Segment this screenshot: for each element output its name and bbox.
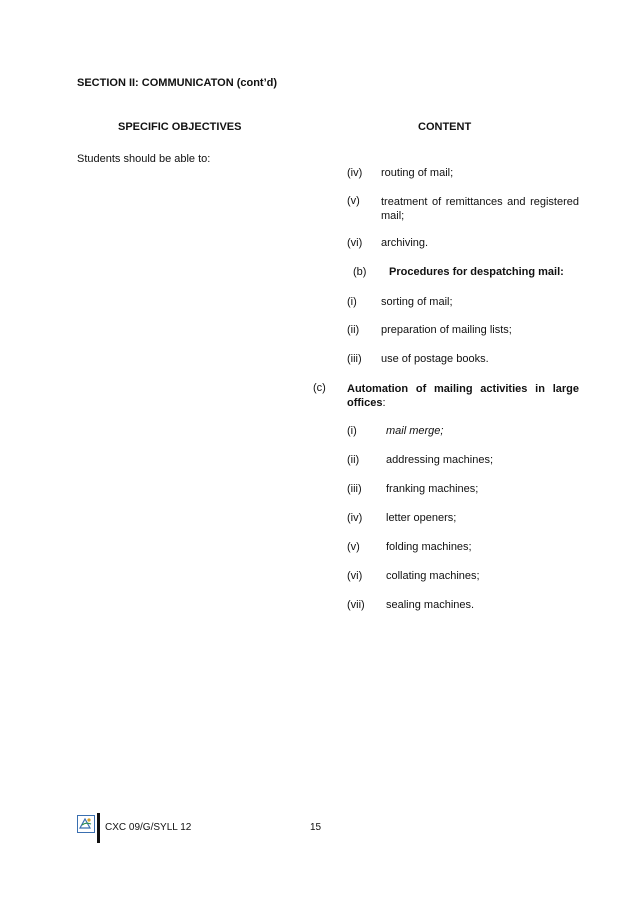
item-b-heading: Procedures for despatching mail: [389,266,564,278]
item-c-num: (c) [313,382,326,394]
list-b-text-ii: preparation of mailing lists; [381,324,512,336]
cxc-logo-icon [77,815,95,833]
list-c-text-vi: collating machines; [386,570,480,582]
list-a-num-iv: (iv) [347,167,363,179]
item-c-heading-suffix: : [382,397,386,409]
section-title: SECTION II: COMMUNICATON (cont’d) [77,77,278,89]
item-c-heading-bold: Automation of mailing activities in large offices [347,383,579,409]
list-b-num-iii: (iii) [347,353,362,365]
list-a-text-vi: archiving. [381,237,429,249]
list-c-num-i: (i) [347,425,357,437]
list-b-num-i: (i) [347,296,357,308]
item-c-heading [347,382,579,410]
list-c-text-vii: sealing machines. [386,599,475,611]
list-a-text-v: treatment of remittances and registered mail; [381,196,579,222]
list-c-text-iv: letter openers; [386,512,457,524]
list-a-num-vi: (vi) [347,237,363,249]
item-b-num: (b) [353,266,367,278]
footer-divider [97,813,100,843]
list-c-num-vii: (vii) [347,599,365,611]
list-c-text-v: folding machines; [386,541,472,553]
header-content: CONTENT [418,121,472,133]
list-c-num-vi: (vi) [347,570,363,582]
page-number: 15 [310,822,322,833]
list-c-text-iii: franking machines; [386,483,479,495]
list-c-text-ii: addressing machines; [386,454,494,466]
list-c-num-iv: (iv) [347,512,363,524]
list-c-num-iii: (iii) [347,483,362,495]
list-c-num-v: (v) [347,541,360,553]
list-b-num-ii: (ii) [347,324,360,336]
header-specific-objectives: SPECIFIC OBJECTIVES [118,121,242,133]
list-b-text-iii: use of postage books. [381,353,489,365]
list-c-num-ii: (ii) [347,454,360,466]
footer-code: CXC 09/G/SYLL 12 [105,822,192,833]
list-b-text-i: sorting of mail; [381,296,453,308]
list-a-text-iv: routing of mail; [381,167,454,179]
list-a-num-v: (v) [347,195,360,207]
intro-text: Students should be able to: [77,153,211,165]
list-c-text-i: mail merge; [386,425,444,437]
